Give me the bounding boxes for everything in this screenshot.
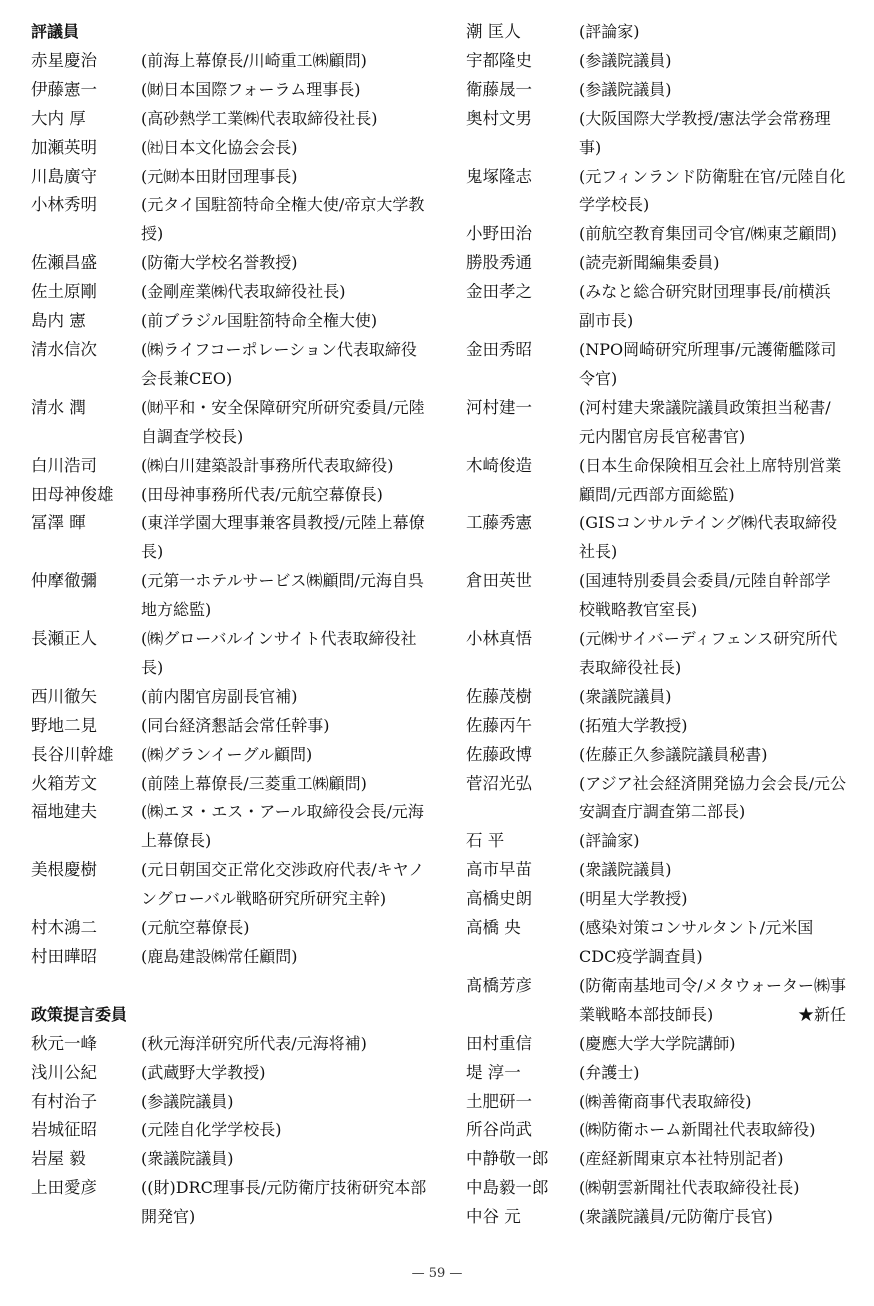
member-affiliation	[579, 683, 846, 712]
member-affiliation	[579, 856, 846, 885]
member-affiliation	[141, 1059, 431, 1088]
section-spacer	[31, 972, 431, 1001]
member-affiliation	[579, 567, 846, 625]
member-affiliation-text: (評論家)	[579, 22, 640, 41]
member-name: 仲摩徹彌	[31, 571, 97, 591]
member-affiliation-text: (拓殖大学教授)	[579, 715, 688, 735]
member-affiliation	[579, 336, 846, 394]
member-row	[466, 683, 846, 712]
member-affiliation	[579, 741, 846, 770]
member-affiliation-text: (防衛南基地司令/メタウォーター㈱事業戦略本部技師長)	[579, 975, 846, 1024]
member-affiliation-text: (みなと総合研究財団理事長/前横浜副市長)	[579, 282, 831, 331]
member-name: 川島廣守	[31, 166, 97, 186]
member-row	[466, 220, 846, 249]
member-affiliation	[579, 278, 846, 336]
member-affiliation	[579, 220, 846, 249]
member-affiliation-text: (GISコンサルテイング㈱代表取締役社長)	[579, 513, 838, 562]
member-affiliation	[141, 770, 431, 799]
member-name: 野地二見	[31, 715, 97, 735]
member-affiliation-text: (元タイ国駐箚特命全権大使/帝京大学教授)	[141, 195, 425, 244]
member-affiliation	[141, 452, 431, 481]
member-row	[466, 972, 846, 1030]
member-affiliation-text: (元フィンランド防衛駐在官/元陸自化学学校長)	[579, 166, 846, 215]
member-affiliation-text: (参議院議員)	[141, 1091, 234, 1111]
member-row	[31, 914, 431, 943]
member-row	[466, 1145, 846, 1174]
member-affiliation	[141, 105, 431, 134]
member-affiliation-text: (㈱善衛商事代表取締役)	[579, 1091, 752, 1111]
member-name: 佐藤丙午	[466, 715, 532, 735]
member-name: 木崎俊造	[466, 455, 532, 475]
member-affiliation-text: (アジア社会経済開発協力会会長/元公安調査庁調査第二部長)	[579, 773, 846, 822]
member-affiliation	[579, 394, 846, 452]
member-affiliation	[579, 712, 846, 741]
member-row	[466, 741, 846, 770]
member-affiliation-text: (武蔵野大学教授)	[141, 1062, 266, 1082]
member-row	[31, 1059, 431, 1088]
member-name: 小林秀明	[31, 195, 97, 215]
member-name: 堤 淳一	[466, 1062, 521, 1082]
member-row	[466, 1174, 846, 1203]
member-affiliation-text: (河村建夫衆議院議員政策担当秘書/元内閣官房長官秘書官)	[579, 397, 831, 446]
member-affiliation-text: (鹿島建設㈱常任顧問)	[141, 947, 298, 966]
member-affiliation-text: (評論家)	[579, 831, 640, 851]
member-row	[466, 1088, 846, 1117]
member-row	[31, 394, 431, 452]
member-affiliation-text: (秋元海洋研究所代表/元海将補)	[141, 1033, 367, 1053]
member-name: 加瀬英明	[31, 137, 97, 157]
member-affiliation	[141, 163, 431, 192]
member-name: 白川浩司	[31, 455, 97, 475]
member-row	[466, 452, 846, 510]
member-affiliation-text: (慶應大学大学院講師)	[579, 1033, 736, 1053]
member-affiliation	[579, 1174, 846, 1203]
page-number: — 59 —	[411, 1266, 463, 1281]
member-row	[466, 1116, 846, 1145]
member-name: 長瀬正人	[31, 629, 97, 649]
member-row	[31, 105, 431, 134]
member-affiliation	[579, 47, 846, 76]
member-row	[31, 770, 431, 799]
member-affiliation	[141, 249, 431, 278]
member-affiliation	[579, 827, 846, 856]
member-affiliation	[141, 856, 431, 914]
member-affiliation	[579, 163, 846, 221]
member-affiliation-text: (読売新聞編集委員)	[579, 253, 720, 273]
member-affiliation	[579, 18, 846, 47]
member-name: 佐土原剛	[31, 282, 97, 302]
member-affiliation-text: (㈱グローバルインサイト代表取締役社長)	[141, 629, 417, 677]
member-row	[31, 798, 431, 856]
member-affiliation-text: (前ブラジル国駐箚特命全権大使)	[141, 311, 378, 331]
member-affiliation	[579, 76, 846, 105]
member-affiliation	[579, 885, 846, 914]
member-affiliation	[141, 1174, 431, 1232]
member-affiliation	[579, 509, 846, 567]
member-affiliation-text: (高砂熱学工業㈱代表取締役社長)	[141, 108, 378, 128]
member-row	[31, 856, 431, 914]
member-row	[31, 1174, 431, 1232]
councilors-list	[31, 47, 431, 972]
member-affiliation	[141, 741, 431, 770]
member-name: 高市早苗	[466, 860, 532, 880]
member-row	[466, 856, 846, 885]
member-row	[466, 18, 846, 47]
member-affiliation-text: (田母神事務所代表/元航空幕僚長)	[141, 484, 383, 504]
member-affiliation-text: (明星大学教授)	[579, 889, 688, 909]
member-row	[31, 76, 431, 105]
member-affiliation-text: (衆議院議員)	[579, 686, 672, 706]
member-row	[31, 1030, 431, 1059]
member-name: 所谷尚武	[466, 1120, 532, 1140]
member-name: 鬼塚隆志	[466, 166, 532, 186]
member-affiliation	[579, 1088, 846, 1117]
member-row	[31, 1116, 431, 1145]
member-affiliation	[141, 1030, 431, 1059]
member-name: 美根慶樹	[31, 860, 97, 880]
member-affiliation	[141, 509, 431, 567]
member-affiliation	[141, 307, 431, 336]
member-name: 高橋 央	[466, 918, 521, 938]
member-affiliation-text: (NPO岡崎研究所理事/元護衛艦隊司令官)	[579, 339, 837, 388]
member-affiliation	[579, 972, 846, 1030]
member-affiliation-text: (衆議院議員)	[141, 1149, 234, 1169]
member-affiliation	[141, 1088, 431, 1117]
member-affiliation-text: (㈱ライフコーポレーション代表取締役会長兼CEO)	[141, 339, 417, 388]
member-affiliation	[141, 278, 431, 307]
member-name: 潮 匡人	[466, 22, 521, 41]
member-affiliation-text: ((財)DRC理事長/元防衛庁技術研究本部開発官)	[141, 1178, 427, 1227]
member-affiliation-text: (金剛産業㈱代表取締役社長)	[141, 282, 346, 302]
member-name: 高橋史朗	[466, 889, 532, 909]
policy-committee-list	[31, 1030, 431, 1232]
member-name: 河村建一	[466, 397, 532, 417]
member-affiliation	[141, 47, 431, 76]
member-row	[31, 943, 431, 972]
member-row	[466, 336, 846, 394]
member-affiliation	[579, 914, 846, 972]
member-affiliation	[579, 1059, 846, 1088]
member-row	[31, 712, 431, 741]
member-name: 工藤秀憲	[466, 513, 532, 533]
member-affiliation	[141, 1145, 431, 1174]
member-name: 土肥研一	[466, 1091, 532, 1111]
member-name: 倉田英世	[466, 571, 532, 591]
councilors-heading: 評議員	[31, 22, 80, 41]
member-affiliation	[141, 567, 431, 625]
member-affiliation-text: (前航空教育集団司令官/㈱東芝顧問)	[579, 224, 837, 244]
member-row	[466, 1030, 846, 1059]
member-affiliation-text: (前内閣官房副長官補)	[141, 686, 298, 706]
member-affiliation-text: (参議院議員)	[579, 50, 672, 70]
member-affiliation-text: (同台経済懇話会常任幹事)	[141, 715, 330, 735]
member-affiliation-text: (衆議院議員/元防衛庁長官)	[579, 1207, 773, 1227]
member-affiliation	[579, 1145, 846, 1174]
member-affiliation	[579, 1116, 846, 1145]
member-affiliation-text: (㈳日本文化協会会長)	[141, 137, 298, 157]
member-affiliation-text: (大阪国際大学教授/憲法学会常務理事)	[579, 108, 831, 157]
member-affiliation-text: (元陸自化学学校長)	[141, 1120, 282, 1140]
member-name: 秋元一峰	[31, 1033, 97, 1053]
member-affiliation	[141, 798, 431, 856]
member-row	[466, 163, 846, 221]
member-name: 小野田治	[466, 224, 532, 244]
member-row	[31, 336, 431, 394]
member-affiliation-text: (元第一ホテルサービス㈱顧問/元海自呉地方総監)	[141, 571, 424, 620]
member-name: 髙橋芳彦	[466, 975, 532, 995]
member-affiliation	[579, 625, 846, 683]
member-affiliation	[141, 914, 431, 943]
member-affiliation	[141, 625, 431, 683]
member-affiliation-text: (佐藤正久参議院議員秘書)	[579, 744, 768, 764]
member-name: 勝股秀通	[466, 253, 532, 273]
member-affiliation-text: (弁護士)	[579, 1062, 640, 1082]
member-row	[466, 105, 846, 163]
member-row	[466, 712, 846, 741]
member-affiliation-text: (産経新聞東京本社特別記者)	[579, 1149, 784, 1169]
member-affiliation	[579, 770, 846, 828]
member-affiliation	[141, 76, 431, 105]
member-row	[466, 76, 846, 105]
member-name: 村木鴻二	[31, 918, 97, 938]
member-affiliation-text: (参議院議員)	[579, 79, 672, 99]
member-name: 岩屋 毅	[31, 1149, 86, 1169]
member-row	[31, 47, 431, 76]
member-name: 衛藤晟一	[466, 79, 532, 99]
member-affiliation	[141, 336, 431, 394]
member-affiliation-text: (㈱白川建築設計事務所代表取締役)	[141, 455, 394, 475]
member-row	[31, 249, 431, 278]
member-name: 島内 憲	[31, 311, 86, 331]
member-row	[31, 1145, 431, 1174]
member-name: 奥村文男	[466, 108, 532, 128]
member-row	[31, 481, 431, 510]
member-affiliation-text: (東洋学園大理事兼客員教授/元陸上幕僚長)	[141, 513, 425, 562]
member-name: 金田孝之	[466, 282, 532, 302]
member-name: 清水信次	[31, 339, 97, 359]
member-affiliation	[141, 134, 431, 163]
member-name: 火箱芳文	[31, 773, 97, 793]
member-row	[31, 567, 431, 625]
member-row	[31, 307, 431, 336]
member-affiliation-text: (防衛大学校名誉教授)	[141, 253, 298, 273]
member-affiliation-text: (日本生命保険相互会社上席特別営業顧問/元西部方面総監)	[579, 455, 842, 504]
member-name: 宇都隆史	[466, 50, 532, 70]
member-affiliation-text: (㈱朝雲新聞社代表取締役社長)	[579, 1178, 800, 1198]
member-name: 赤星慶治	[31, 50, 97, 70]
member-affiliation-text: (元㈶本田財団理事長)	[141, 166, 298, 186]
member-affiliation-text: (㈱防衛ホーム新聞社代表取締役)	[579, 1120, 816, 1140]
member-row	[31, 134, 431, 163]
member-affiliation-text: (前陸上幕僚長/三菱重工㈱顧問)	[141, 773, 367, 793]
member-affiliation	[579, 249, 846, 278]
member-name: 福地建夫	[31, 802, 97, 822]
member-affiliation	[141, 191, 431, 249]
member-name: 浅川公紀	[31, 1062, 97, 1082]
member-affiliation-text: (感染対策コンサルタント/元米国CDC疫学調査員)	[579, 918, 814, 966]
member-affiliation	[141, 943, 431, 972]
policy-committee-heading: 政策提言委員	[31, 1004, 128, 1024]
member-affiliation-text: (㈶日本国際フォーラム理事長)	[141, 79, 361, 99]
member-row	[466, 1203, 846, 1232]
member-affiliation	[141, 394, 431, 452]
member-name: 中静敬一郎	[466, 1149, 549, 1169]
member-affiliation-text: (㈱グランイーグル顧問)	[141, 744, 313, 764]
member-name: 小林真悟	[466, 629, 532, 649]
member-name: 佐藤政博	[466, 744, 532, 764]
member-name: 中谷 元	[466, 1207, 521, 1227]
member-affiliation	[141, 1116, 431, 1145]
member-name: 菅沼光弘	[466, 773, 532, 793]
member-row	[466, 770, 846, 828]
member-name: 伊藤憲一	[31, 79, 97, 99]
right-column	[466, 18, 846, 1232]
member-name: 佐藤茂樹	[466, 686, 532, 706]
member-name: 岩城征昭	[31, 1120, 97, 1140]
member-row	[466, 394, 846, 452]
member-name: 大内 厚	[31, 108, 86, 128]
member-row	[466, 567, 846, 625]
new-appointment-badge: ★新任	[797, 1004, 846, 1024]
member-affiliation-text: (元航空幕僚長)	[141, 918, 250, 938]
member-row	[466, 249, 846, 278]
policy-committee-list-continued	[466, 18, 846, 1232]
member-row	[466, 509, 846, 567]
member-row	[31, 509, 431, 567]
member-name: 田村重信	[466, 1033, 532, 1053]
member-affiliation-text: (国連特別委員会委員/元陸自幹部学校戦略教官室長)	[579, 571, 831, 620]
member-affiliation-text: (元日朝国交正常化交渉政府代表/キヤノングローバル戦略研究所研究主幹)	[141, 860, 425, 909]
member-affiliation-text: (㈱エヌ・エス・アール取締役会長/元海上幕僚長)	[141, 802, 424, 851]
member-row	[31, 278, 431, 307]
member-row	[466, 625, 846, 683]
member-affiliation	[579, 105, 846, 163]
member-name: 長谷川幹雄	[31, 744, 114, 764]
left-column	[31, 18, 431, 1232]
member-row	[31, 191, 431, 249]
member-name: 冨澤 暉	[31, 513, 86, 533]
member-affiliation-text: (元㈱サイバーディフェンス研究所代表取締役社長)	[579, 629, 838, 677]
member-affiliation-text: (前海上幕僚長/川崎重工㈱顧問)	[141, 50, 367, 70]
member-name: 石 平	[466, 831, 505, 851]
member-affiliation	[579, 452, 846, 510]
member-affiliation	[579, 1030, 846, 1059]
member-affiliation	[141, 712, 431, 741]
member-name: 西川徹矢	[31, 686, 97, 706]
member-affiliation	[141, 481, 431, 510]
member-name: 村田曄昭	[31, 947, 97, 966]
member-row	[31, 625, 431, 683]
member-affiliation-text: (衆議院議員)	[579, 860, 672, 880]
member-affiliation	[579, 1203, 846, 1232]
member-name: 中島毅一郎	[466, 1178, 549, 1198]
member-name: 上田愛彦	[31, 1178, 97, 1198]
member-row	[466, 914, 846, 972]
member-name: 金田秀昭	[466, 339, 532, 359]
member-affiliation-text: (㈶平和・安全保障研究所研究委員/元陸自調査学校長)	[141, 397, 425, 446]
member-affiliation	[141, 683, 431, 712]
member-name: 有村治子	[31, 1091, 97, 1111]
member-row	[31, 741, 431, 770]
member-row	[31, 683, 431, 712]
member-row	[31, 452, 431, 481]
member-row	[466, 1059, 846, 1088]
member-name: 佐瀬昌盛	[31, 253, 97, 273]
member-row	[31, 163, 431, 192]
member-row	[466, 47, 846, 76]
member-name: 田母神俊雄	[31, 484, 114, 504]
member-row	[466, 885, 846, 914]
member-row	[466, 278, 846, 336]
member-row	[31, 1088, 431, 1117]
member-name: 清水 潤	[31, 397, 86, 417]
member-row	[466, 827, 846, 856]
